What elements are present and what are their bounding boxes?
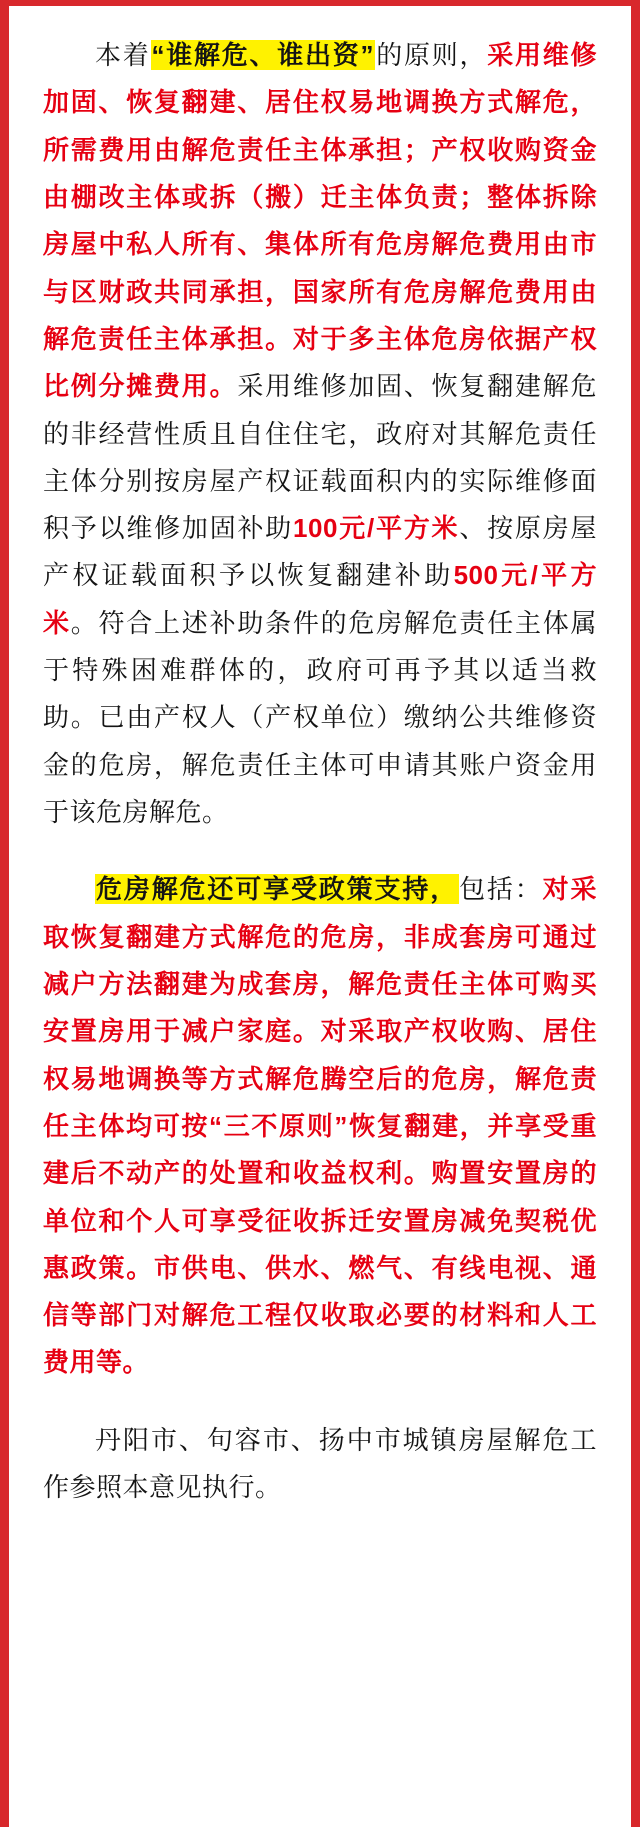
emphasis-text: 对采取恢复翻建方式解危的危房，非成套房可通过减户方法翻建为成套房，解危责任主体可购买安置房用于减户家庭。对采取产权收购、居住权易地调换等方式解危腾空后的危房，解危责任主体均可按“三不原则”恢复翻建，并享受重建后不动产的处置和收益权利。购置安置房的单位和个人可享受征收拆迁安置房减免契税优惠政策。市供电、供水、燃气、有线电视、通信等部门对解危工程仅收取必要的材料和人工费用等。	[43, 874, 597, 1378]
paragraph-2	[43, 866, 597, 1386]
emphasis-text: 100元/平方米	[293, 513, 460, 544]
body-text: 本着	[95, 40, 151, 70]
paragraph-3	[43, 1417, 597, 1512]
body-text: 丹阳市、句容市、扬中市城镇房屋解危工作参照本意见执行。	[43, 1424, 597, 1503]
document-body	[9, 6, 631, 1551]
body-text: 。符合上述补助条件的危房解危责任主体属于特殊困难群体的，政府可再予其以适当救助。已由产权人（产权单位）缴纳公共维修资金的危房，解危责任主体可申请其账户资金用于该危房解危。	[43, 607, 597, 827]
body-text: 的原则，	[374, 40, 488, 70]
body-text: 、按原房屋产权证载面积予以恢复翻建补助	[43, 513, 597, 591]
body-text: 包括：	[459, 874, 543, 905]
emphasis-text: 采用维修加固、恢复翻建、居住权易地调换方式解危，所需费用由解危责任主体承担；产权收购资金由棚改主体或拆（搬）迁主体负责；整体拆除房屋中私人所有、集体所有危房解危费用由市与区财政共同承担，国家所有危房解危费用由解危责任主体承担。对于多主体危房依据产权比例分摊费用。	[43, 40, 597, 402]
body-text: 采用维修加固、恢复翻建解危的非经营性质且自住住宅，政府对其解危责任主体分别按房屋产权证载面积内的实际维修面积予以维修加固补助	[43, 371, 597, 544]
paragraph-1	[43, 32, 597, 836]
bottom-spacer	[9, 1551, 631, 1581]
emphasis-text: 500元/平方米	[43, 560, 597, 638]
highlighted-text: “谁解危、谁出资”	[151, 40, 374, 70]
highlighted-text: 危房解危还可享受政策支持，	[96, 874, 459, 905]
